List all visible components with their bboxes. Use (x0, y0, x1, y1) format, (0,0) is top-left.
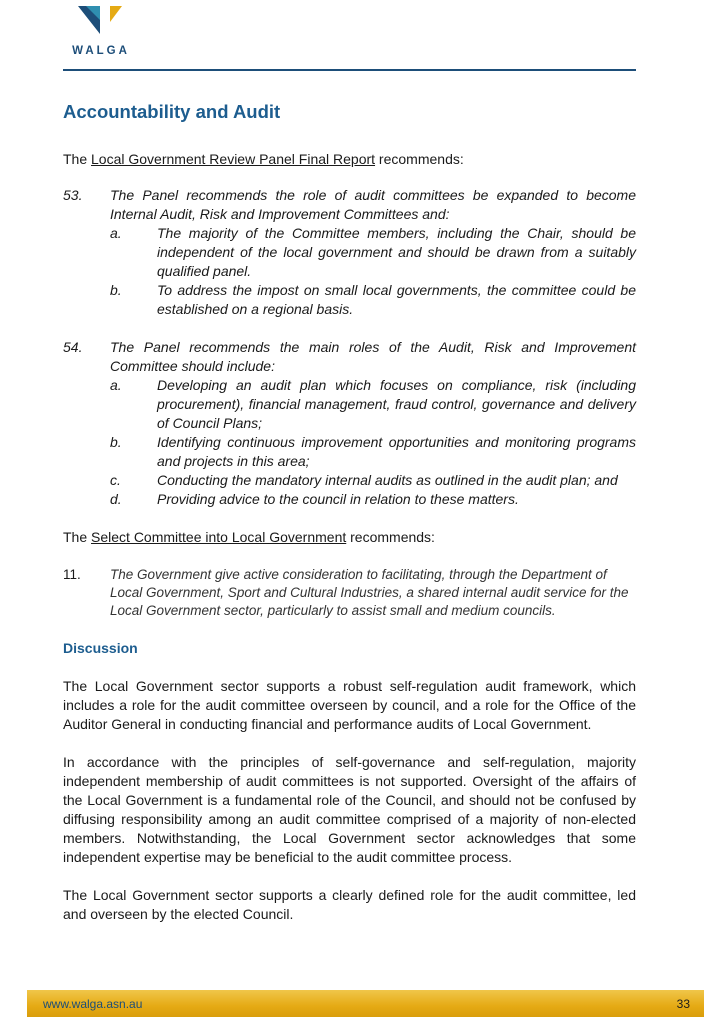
recommendation-text: The Government give active consideration to facilitating, through the Department of Local Government, Sport and Cultural Industries, a shared internal audit service for the Local Government sector, particularly to assist small and medium councils. (110, 567, 629, 618)
list-item: d. Providing advice to the council in relation to these matters. (110, 491, 519, 507)
discussion-heading: Discussion (63, 640, 138, 656)
discussion-paragraph: The Local Government sector supports a robust self-regulation audit framework, which includes a role for the audit committee overseen by council, and a role for the Office of the Auditor General in conducting financial and performance audits of Local Government. (63, 678, 636, 732)
recommendation-number: 53. (63, 187, 83, 203)
footer-url[interactable]: www.walga.asn.au (43, 997, 143, 1011)
list-item: c. Conducting the mandatory internal audits as outlined in the audit plan; and (110, 472, 618, 488)
page-title: Accountability and Audit (63, 101, 281, 122)
list-item: a. Developing an audit plan which focuses on compliance, risk (including procurement), financial management, fraud control, governance and delivery of Council Plans; (110, 377, 636, 431)
page-footer (27, 990, 704, 1017)
list-item: b. To address the impost on small local governments, the committee could be established on a regional basis. (110, 282, 636, 317)
recommendation-53 (63, 186, 636, 319)
recommendation-54 (63, 338, 636, 509)
recommendation-11 (63, 566, 636, 620)
walga-logo (66, 6, 136, 58)
list-item: a. The majority of the Committee members, including the Chair, should be independent of the local government and should be drawn from a suitably qualified panel. (110, 225, 636, 279)
recommendation-text: The Panel recommends the role of audit committees be expanded to become Internal Audit, Risk and Improvement Committees and: (110, 187, 636, 222)
select-committee-link[interactable]: Select Committee into Local Government (91, 529, 347, 545)
panel-report-link[interactable]: Local Government Review Panel Final Report (91, 151, 376, 167)
page-number: 33 (676, 997, 690, 1011)
header-rule (63, 69, 636, 71)
logo-text: WALGA (72, 45, 130, 57)
recommendation-text: The Panel recommends the main roles of the Audit, Risk and Improvement Committee should include: (110, 339, 636, 374)
discussion-paragraph: In accordance with the principles of self-governance and self-regulation, majority independent membership of audit committees is not supported. Oversight of the affairs of the Local Government is a fundamental role of the Council, and should not be confused by diffusing responsibility among an audit committee comprised of a majority of non-elected members. Notwithstanding, the Local Government sector acknowledges that some independent expertise may be beneficial to the audit committee process. (63, 754, 636, 865)
walga-logo-icon (78, 6, 124, 40)
list-item: b. Identifying continuous improvement opportunities and monitoring programs and projects in this area; (110, 434, 636, 469)
recommendation-number: 11. (63, 567, 81, 582)
recommendation-number: 54. (63, 339, 83, 355)
intro-panel-report: The Local Government Review Panel Final Report recommends: (63, 151, 464, 167)
intro-select-committee: The Select Committee into Local Government recommends: (63, 529, 435, 545)
discussion-paragraph: The Local Government sector supports a clearly defined role for the audit committee, led and overseen by the elected Council. (63, 887, 636, 922)
page-content (63, 100, 636, 924)
